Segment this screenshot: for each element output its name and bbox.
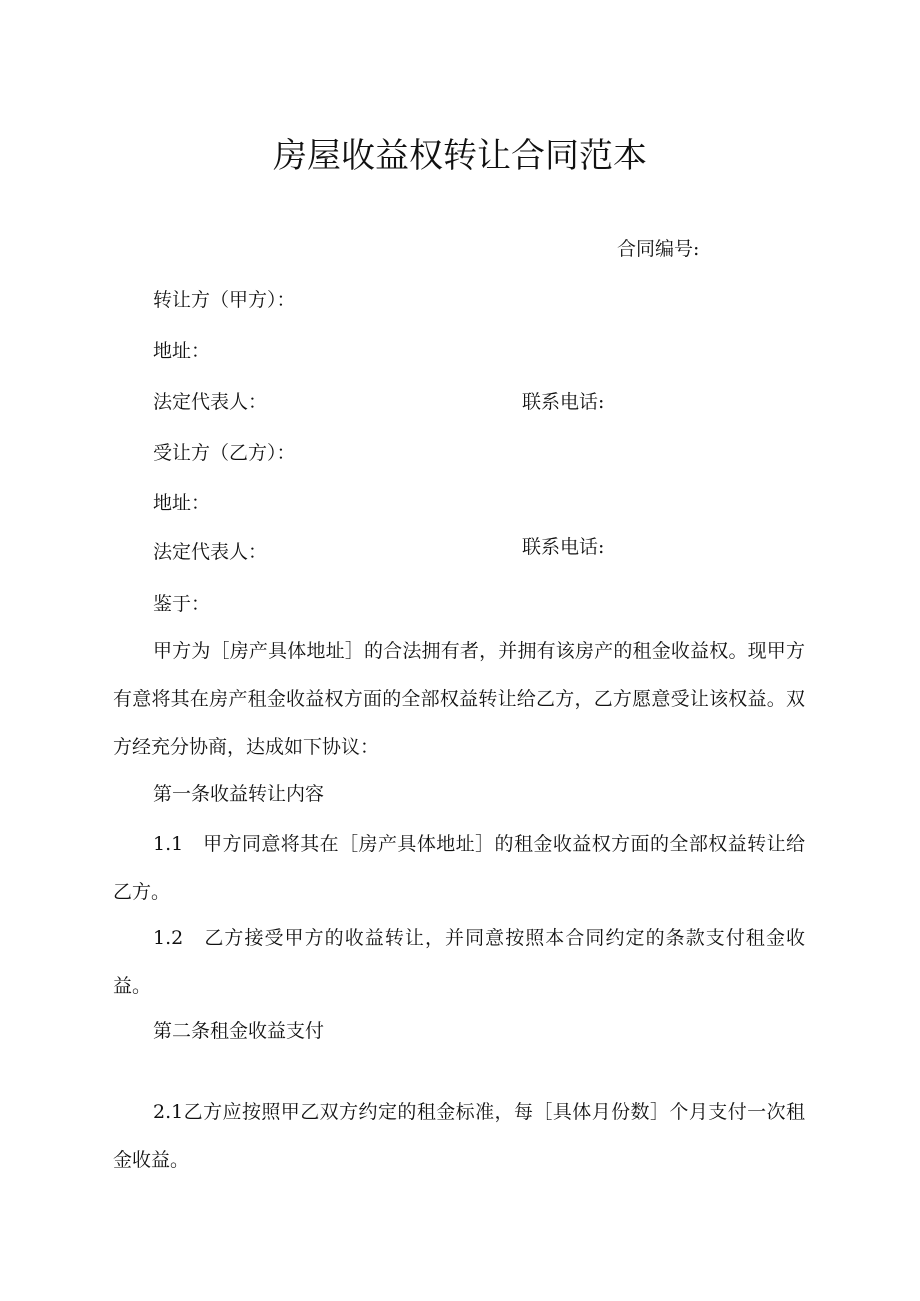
recital-paragraph: 甲方为［房产具体地址］的合法拥有者，并拥有该房产的租金收益权。现甲方有意将其在房产租金收益权方面的全部权益转让给乙方，乙方愿意受让该权益。双方经充分协商，达成如下协议： <box>113 640 805 758</box>
whereas-label: 鉴于： <box>153 593 211 615</box>
transferor-label: 转让方（甲方）： <box>153 289 296 311</box>
clause-1-2: 1.2 乙方接受甲方的收益转让，并同意按照本合同约定的条款支付租金收益。 <box>113 927 805 997</box>
transferee-label: 受让方（乙方）： <box>153 442 296 464</box>
transferor-phone-label: 联系电话: <box>522 391 605 413</box>
transferor-address-label: 地址： <box>153 340 211 362</box>
contract-number-label: 合同编号: <box>617 238 700 260</box>
document-title: 房屋收益权转让合同范本 <box>273 136 647 176</box>
transferor-legal-rep-label: 法定代表人： <box>153 391 268 413</box>
transferee-address-label: 地址： <box>153 492 211 514</box>
clause-1-1: 1.1 甲方同意将其在［房产具体地址］的租金收益权方面的全部权益转让给乙方。 <box>113 833 805 903</box>
article-1-heading: 第一条收益转让内容 <box>153 783 325 805</box>
transferee-legal-rep-label: 法定代表人： <box>153 541 268 563</box>
transferee-phone-label: 联系电话: <box>522 536 605 558</box>
clause-2-1: 2.1乙方应按照甲乙双方约定的租金标准，每［具体月份数］个月支付一次租金收益。 <box>113 1101 805 1171</box>
article-2-heading: 第二条租金收益支付 <box>153 1020 325 1042</box>
